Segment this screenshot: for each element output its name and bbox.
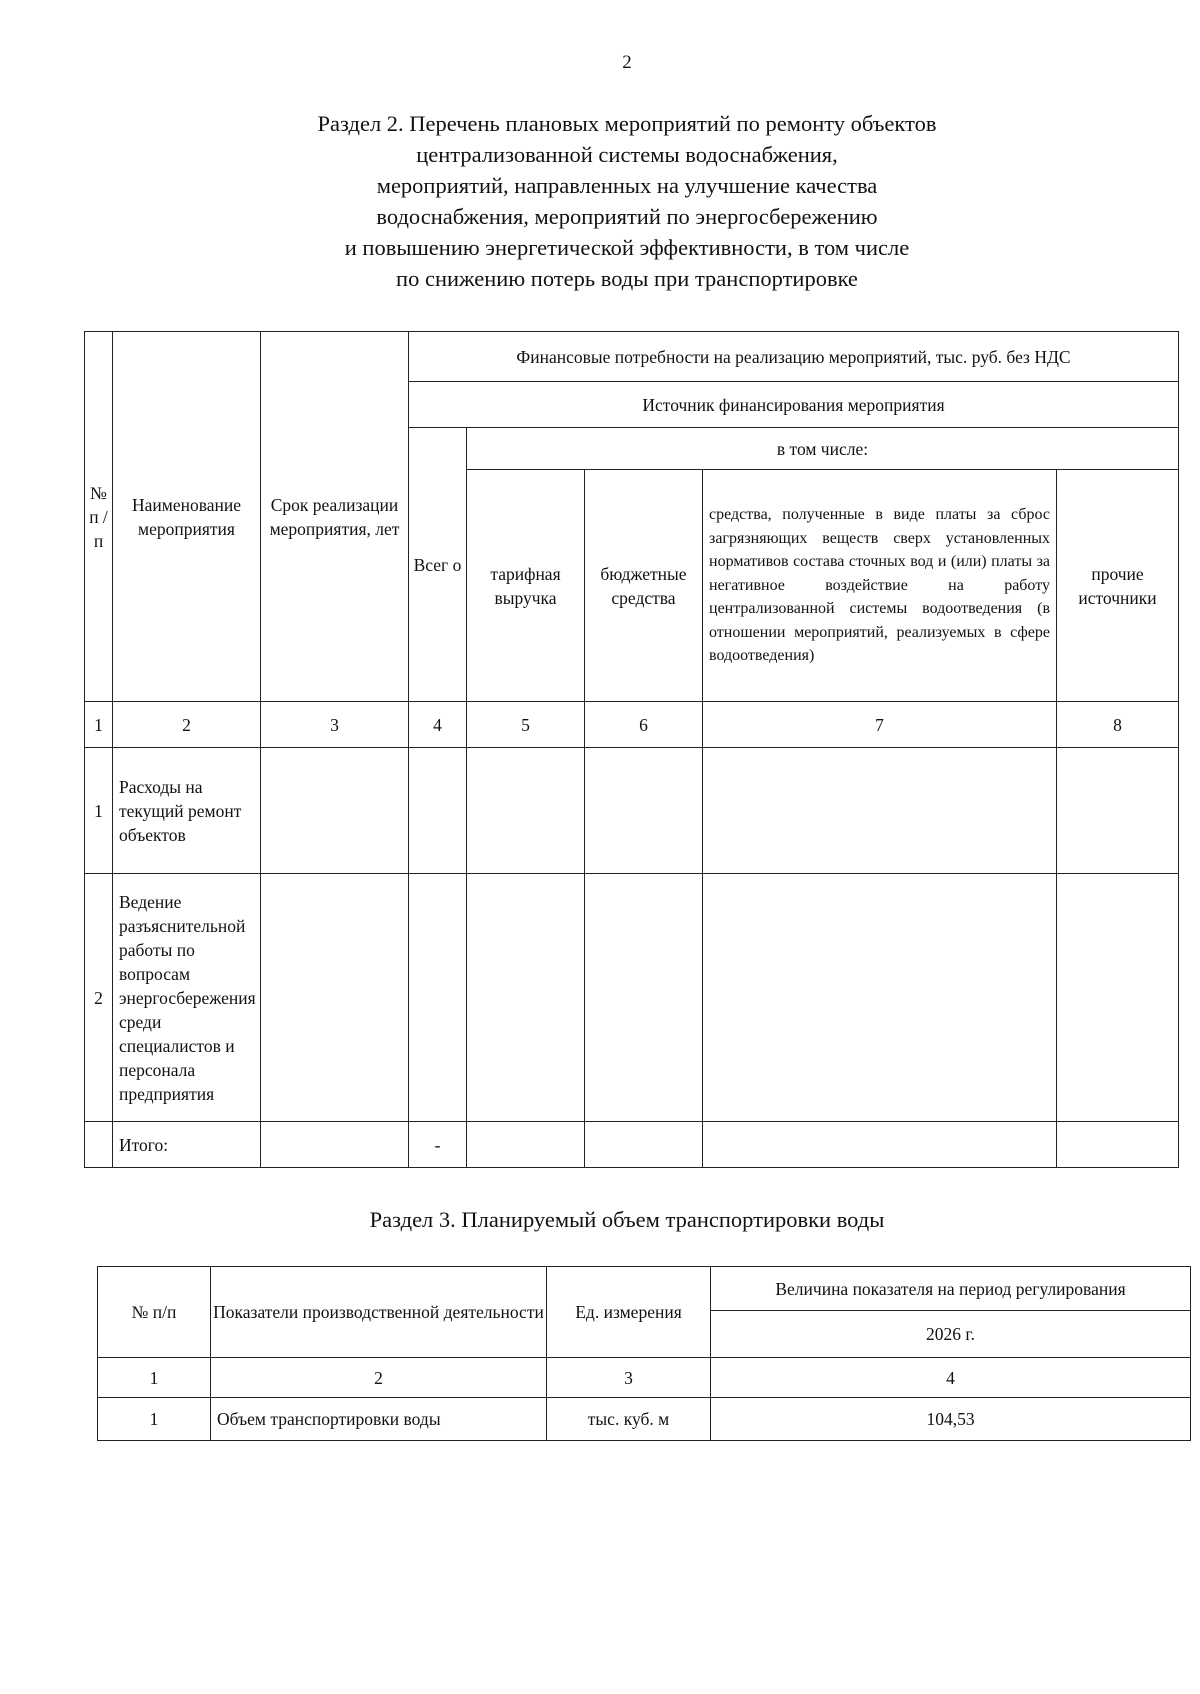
header-name: Наименование мероприятия (113, 332, 261, 702)
section-2-title-line: мероприятий, направленных на улучшение качества (376, 173, 878, 198)
column-number: 2 (113, 702, 261, 748)
column-number: 7 (703, 702, 1057, 748)
header-value-period: Величина показателя на период регулирования (711, 1267, 1191, 1311)
total-row-tariff (467, 1122, 585, 1168)
column-number: 4 (711, 1358, 1191, 1398)
header-num: № п/п (98, 1267, 211, 1358)
column-number: 2 (211, 1358, 547, 1398)
row-total (409, 874, 467, 1122)
section-2-title-line: централизованной системы водоснабжения, (416, 142, 838, 167)
header-tariff: тарифная выручка (467, 470, 585, 702)
column-number: 4 (409, 702, 467, 748)
row-term (261, 874, 409, 1122)
total-label: Итого: (113, 1122, 261, 1168)
row-unit: тыс. куб. м (547, 1398, 711, 1441)
section-2-title-line: Раздел 2. Перечень плановых мероприятий по ремонту объектов (317, 111, 937, 136)
row-num: 1 (98, 1398, 211, 1441)
column-number: 1 (85, 702, 113, 748)
row-budget (585, 748, 703, 874)
header-num: № п / п (85, 332, 113, 702)
row-name: Расходы на текущий ремонт объектов (113, 748, 261, 874)
section-2-title-line: по снижению потерь воды при транспортировке (396, 266, 858, 291)
table-row (98, 1398, 1191, 1441)
section-3-table (97, 1266, 1191, 1441)
column-number: 5 (467, 702, 585, 748)
row-tariff (467, 748, 585, 874)
row-indicator: Объем транспортировки воды (211, 1398, 547, 1441)
table-row (85, 874, 1179, 1122)
row-value: 104,53 (711, 1398, 1191, 1441)
column-number: 3 (261, 702, 409, 748)
column-number: 6 (585, 702, 703, 748)
header-term: Срок реализации мероприятия, лет (261, 332, 409, 702)
row-num: 2 (85, 874, 113, 1122)
header-year: 2026 г. (711, 1311, 1191, 1358)
row-other (1057, 748, 1179, 874)
total-row-term (261, 1122, 409, 1168)
row-fees (703, 748, 1057, 874)
total-row (85, 1122, 1179, 1168)
total-row-num (85, 1122, 113, 1168)
section-3-title: Раздел 3. Планируемый объем транспортировки воды (369, 1207, 885, 1232)
total-row-fees (703, 1122, 1057, 1168)
row-num: 1 (85, 748, 113, 874)
section-2-title (0, 108, 1200, 294)
page-number: 2 (622, 52, 632, 73)
row-term (261, 748, 409, 874)
section-2-title-line: водоснабжения, мероприятий по энергосбережению (376, 204, 878, 229)
header-fees: средства, полученные в виде платы за сброс загрязняющих веществ сверх установленных нормативов состава сточных вод и (или) платы за негативное воздействие на работу централизованной системы водоотведения (в отношении мероприятий, реализуемых в сфере водоотведения) (703, 470, 1057, 702)
column-number: 3 (547, 1358, 711, 1398)
header-including: в том числе: (467, 428, 1179, 470)
section-2-title-line: и повышению энергетической эффективности, в том числе (344, 235, 910, 260)
total-value: - (409, 1122, 467, 1168)
table-row (85, 748, 1179, 874)
header-indicator: Показатели производственной деятельности (211, 1267, 547, 1358)
column-number: 8 (1057, 702, 1179, 748)
total-row-budget (585, 1122, 703, 1168)
header-unit: Ед. измерения (547, 1267, 711, 1358)
section-2-table (84, 331, 1179, 1168)
header-financial-needs: Финансовые потребности на реализацию мероприятий, тыс. руб. без НДС (409, 332, 1179, 382)
row-budget (585, 874, 703, 1122)
row-name: Ведение разъяснительной работы по вопросам энергосбережения среди специалистов и персонала предприятия (113, 874, 261, 1122)
row-other (1057, 874, 1179, 1122)
total-row-other (1057, 1122, 1179, 1168)
column-number: 1 (98, 1358, 211, 1398)
row-fees (703, 874, 1057, 1122)
header-total: Всег о (409, 428, 467, 702)
header-other: прочие источники (1057, 470, 1179, 702)
header-budget: бюджетные средства (585, 470, 703, 702)
header-source: Источник финансирования мероприятия (409, 382, 1179, 428)
row-tariff (467, 874, 585, 1122)
row-total (409, 748, 467, 874)
